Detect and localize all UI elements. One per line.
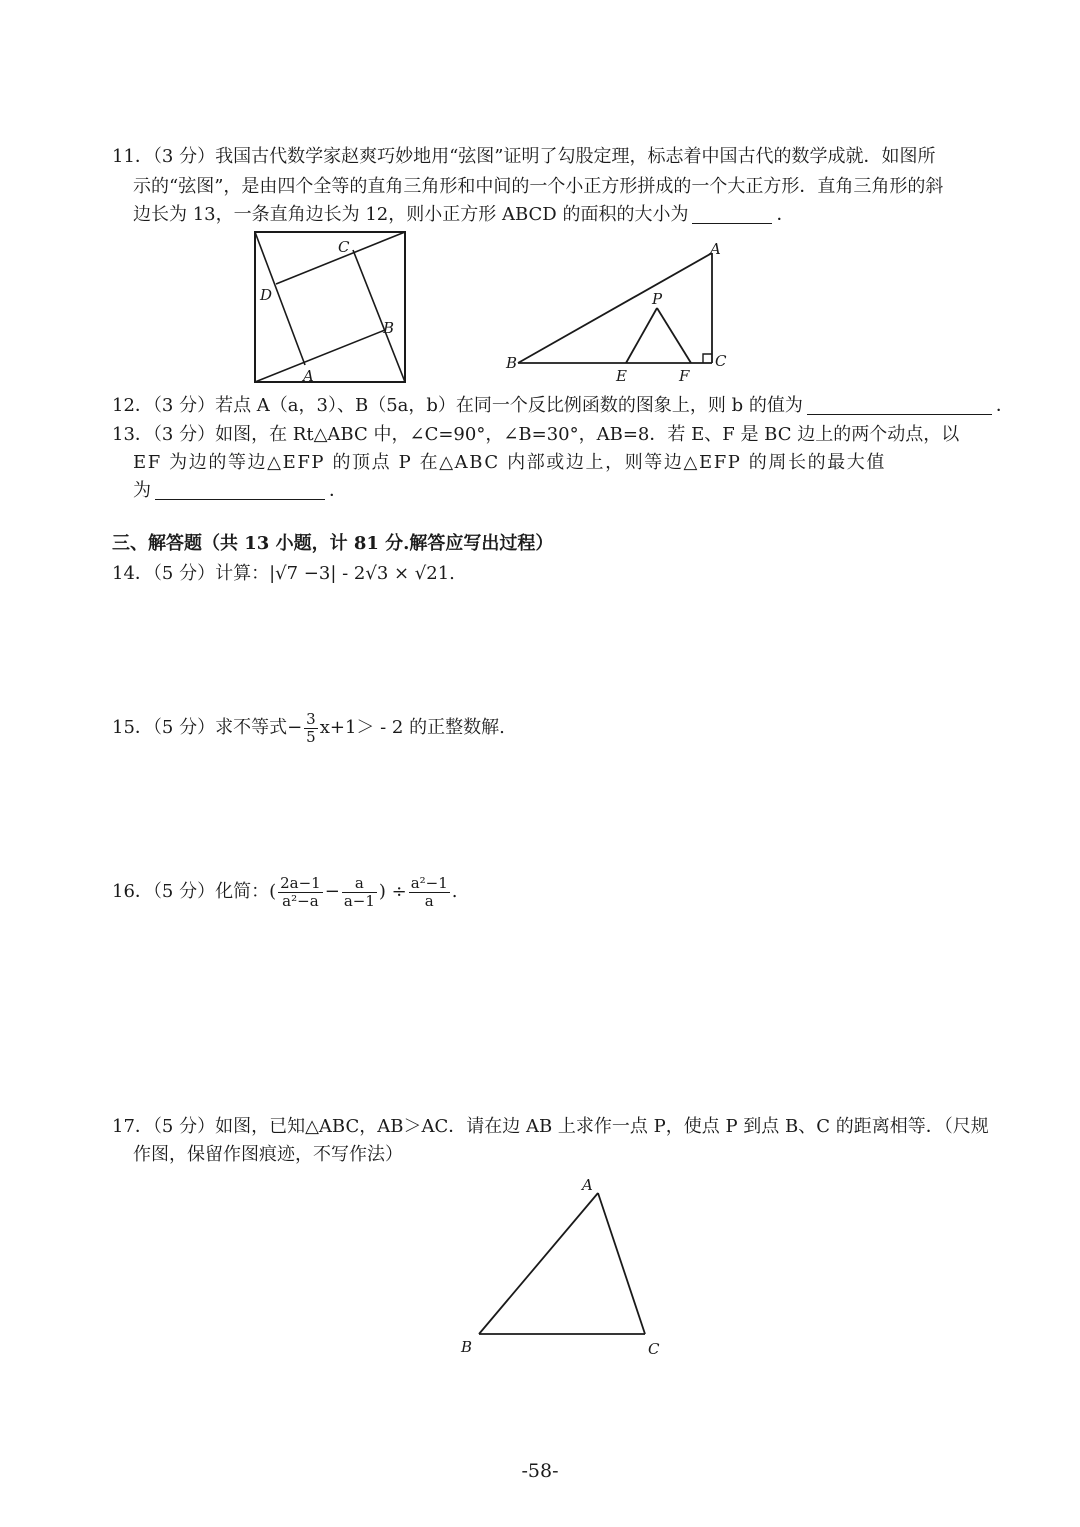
q17-line2: 作图，保留作图痕迹，不写作法） [133, 1144, 403, 1165]
q16-f1-num: 2a−1 [280, 873, 321, 892]
q13-line1: 13．（3 分）如图，在 Rt△ABC 中，∠C=90°，∠B=30°，AB=8．若 E、F 是 BC 边上的两个动点，以 [112, 424, 960, 445]
triangle-abc-diagram [455, 1175, 670, 1360]
triangle-side-3 [353, 250, 405, 382]
q16-line [112, 872, 458, 912]
label-e: E [616, 367, 627, 385]
right-angle-mark [703, 354, 712, 363]
q17-line1: 17．（5 分）如图，已知△ABC，AB＞AC．请在边 AB 上求作一点 P，使点 P 到点 B、C 的距离相等．（尺规 [112, 1116, 989, 1137]
triangle-efp-diagram [500, 238, 740, 388]
q15-frac-den: 5 [306, 727, 316, 746]
q13-line3-text: 为 [133, 480, 151, 501]
q15-prefix: 15．（5 分）求不等式− [112, 717, 303, 738]
q16-divide: ) ÷ [378, 881, 407, 902]
q15-suffix: x+1＞ - 2 的正整数解. [319, 717, 505, 738]
label-b: B [383, 319, 395, 337]
outer-square [255, 232, 405, 382]
q16-f3-num: a²−1 [410, 873, 448, 892]
q16-prefix: 16．（5 分）化简：( [112, 881, 277, 902]
side-ac [598, 1193, 645, 1334]
q16-f2-den: a−1 [343, 891, 375, 910]
page-number: -58- [521, 1460, 559, 1482]
q12-answer-blank[interactable] [807, 396, 992, 415]
q16-fraction-3 [409, 875, 450, 910]
label-a: A [582, 1176, 593, 1194]
q16-fraction-1 [278, 875, 323, 910]
q15-fraction [304, 711, 318, 746]
q12-text: 12．（3 分）若点 A（a，3）、B（5a，b）在同一个反比例函数的图象上，则 b 的值为 [112, 395, 803, 416]
q16-f1-den: a²−a [282, 891, 319, 910]
label-p: P [652, 290, 663, 308]
q11-line2: 示的“弦图”，是由四个全等的直角三角形和中间的一个小正方形拼成的一个大正方形．直角三角形的斜 [133, 176, 944, 197]
q16-f2-num: a [342, 875, 377, 893]
q16-fraction-2 [342, 875, 377, 910]
q13-line2: EF 为边的等边△EFP 的顶点 P 在△ABC 内部或边上，则等边△EFP 的周长的最大值 [133, 452, 887, 473]
label-c: C [648, 1340, 660, 1358]
q14-line: 14．（5 分）计算：|√7 −3| - 2√3 × √21. [112, 563, 455, 584]
q11-line1: 11．（3 分）我国古代数学家赵爽巧妙地用“弦图”证明了勾股定理，标志着中国古代的数学成就．如图所 [112, 146, 936, 167]
q13-answer-blank[interactable] [155, 481, 325, 500]
label-b: B [461, 1338, 473, 1356]
q11-end: ． [776, 204, 795, 225]
label-f: F [679, 367, 690, 385]
q11-line3 [133, 203, 794, 227]
label-c: C [715, 352, 727, 370]
side-ab [479, 1193, 598, 1334]
label-c: C [338, 238, 350, 256]
q16-end: . [451, 881, 458, 902]
section-3-title: 三、解答题（共 13 小题，计 81 分.解答应写出过程） [112, 533, 554, 554]
q13-end: ． [329, 480, 347, 501]
label-a: A [710, 240, 721, 258]
q12-line [112, 394, 1014, 418]
side-fp [657, 308, 691, 363]
side-ab [518, 253, 712, 363]
q16-f3-den: a [424, 891, 434, 910]
triangle-side-4 [255, 330, 385, 382]
q15-line [112, 708, 505, 748]
q11-answer-blank[interactable] [692, 205, 772, 224]
label-d: D [260, 286, 273, 304]
q12-end: ． [995, 395, 1014, 416]
label-a: A [303, 367, 314, 385]
zhao-shuang-diagram [245, 226, 415, 388]
q13-line3 [133, 479, 347, 503]
label-b: B [506, 354, 518, 372]
q15-frac-num: 3 [306, 709, 316, 728]
q16-minus: − [324, 881, 340, 902]
side-ep [626, 308, 657, 363]
q11-line3-text: 边长为 13，一条直角边长为 12，则小正方形 ABCD 的面积的大小为 [133, 204, 689, 225]
